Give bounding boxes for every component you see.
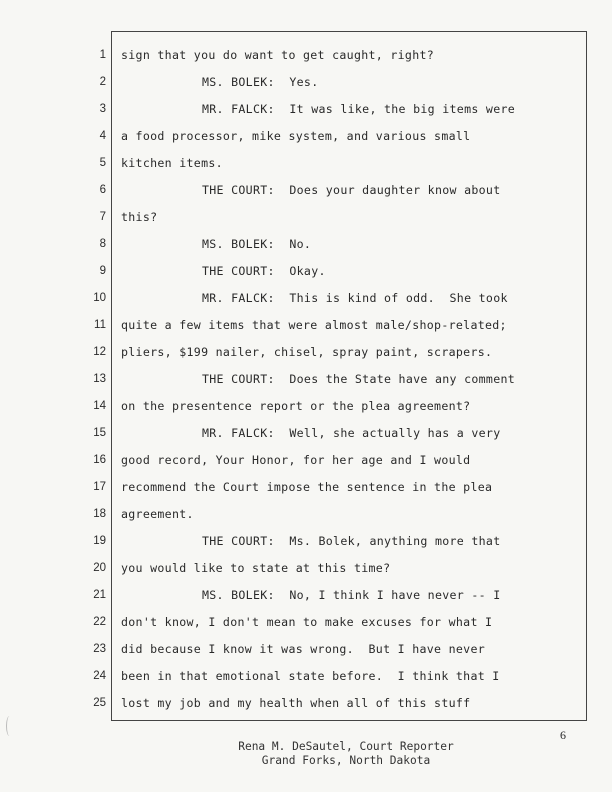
line-number: 5 — [99, 157, 106, 169]
line-number: 16 — [93, 454, 106, 466]
line-number: 6 — [99, 184, 106, 196]
line-text: MR. FALCK: This is kind of odd. She took — [202, 291, 508, 305]
line-number: 23 — [93, 643, 106, 655]
line-text: did because I know it was wrong. But I have never — [121, 642, 486, 656]
line-text: MS. BOLEK: Yes. — [202, 75, 319, 89]
reporter-location: Grand Forks, North Dakota — [261, 754, 431, 767]
line-text: MS. BOLEK: No. — [202, 237, 312, 251]
line-number: 15 — [93, 427, 106, 439]
line-text: recommend the Court impose the sentence in the plea — [121, 480, 493, 494]
line-number: 17 — [93, 481, 106, 493]
line-number: 22 — [93, 616, 106, 628]
line-number: 1 — [99, 49, 106, 61]
transcript-line — [0, 528, 587, 555]
transcript-line — [0, 69, 587, 96]
transcript-line — [0, 150, 587, 177]
line-number: 11 — [94, 319, 106, 331]
line-number: 25 — [93, 697, 106, 709]
line-number: 19 — [93, 535, 106, 547]
transcript-line — [0, 555, 587, 582]
transcript-line — [0, 690, 587, 717]
transcript-line — [0, 609, 587, 636]
transcript-line — [0, 312, 587, 339]
line-number: 7 — [99, 211, 106, 223]
transcript-line — [0, 204, 587, 231]
transcript-line — [0, 663, 587, 690]
line-number: 14 — [93, 400, 106, 412]
line-text: good record, Your Honor, for her age and I would — [121, 453, 471, 467]
line-number: 18 — [93, 508, 106, 520]
line-text: this? — [121, 210, 158, 224]
line-text: a food processor, mike system, and various small — [121, 129, 471, 143]
line-text: been in that emotional state before. I think that I — [121, 669, 500, 683]
transcript-line — [0, 285, 587, 312]
line-number: 4 — [99, 130, 106, 142]
line-text: THE COURT: Okay. — [202, 264, 326, 278]
transcript-line — [0, 96, 587, 123]
line-text: don't know, I don't mean to make excuses for what I — [121, 615, 493, 629]
transcript-line — [0, 231, 587, 258]
reporter-name: Rena M. DeSautel, Court Reporter — [238, 740, 454, 753]
line-text: MR. FALCK: It was like, the big items were — [202, 102, 516, 116]
transcript-line — [0, 339, 587, 366]
line-text: quite a few items that were almost male/shop-related; — [121, 318, 507, 332]
line-number: 9 — [99, 265, 106, 277]
transcript-line — [0, 474, 587, 501]
transcript-line — [0, 501, 587, 528]
line-number: 10 — [93, 292, 106, 304]
line-text: sign that you do want to get caught, right? — [121, 48, 435, 62]
transcript-line — [0, 393, 587, 420]
transcript-line — [0, 636, 587, 663]
reporter-footer — [0, 740, 612, 768]
line-text: you would like to state at this time? — [121, 561, 391, 575]
line-number: 12 — [93, 346, 106, 358]
transcript-line — [0, 123, 587, 150]
line-text: MR. FALCK: Well, she actually has a very — [202, 426, 501, 440]
line-text: MS. BOLEK: No, I think I have never -- I — [202, 588, 501, 602]
line-number: 8 — [99, 238, 106, 250]
transcript-line — [0, 582, 587, 609]
line-number: 24 — [93, 670, 106, 682]
line-number: 3 — [99, 103, 106, 115]
transcript-line — [0, 177, 587, 204]
transcript-line — [0, 366, 587, 393]
line-text: on the presentence report or the plea agreement? — [121, 399, 471, 413]
line-number: 2 — [99, 76, 106, 88]
line-text: agreement. — [121, 507, 194, 521]
line-number: 21 — [93, 589, 106, 601]
line-number: 20 — [93, 562, 106, 574]
margin-mark — [6, 716, 13, 736]
line-text: THE COURT: Does your daughter know about — [202, 183, 501, 197]
page-number: 6 — [560, 728, 566, 742]
transcript-line — [0, 447, 587, 474]
line-text: lost my job and my health when all of this stuff — [121, 696, 471, 710]
line-text: THE COURT: Does the State have any comment — [202, 372, 516, 386]
transcript-line — [0, 420, 587, 447]
transcript-line — [0, 42, 587, 69]
transcript-line — [0, 258, 587, 285]
line-text: THE COURT: Ms. Bolek, anything more that — [202, 534, 501, 548]
line-number: 13 — [93, 373, 106, 385]
line-text: pliers, $199 nailer, chisel, spray paint, scrapers. — [121, 345, 493, 359]
line-text: kitchen items. — [121, 156, 223, 170]
